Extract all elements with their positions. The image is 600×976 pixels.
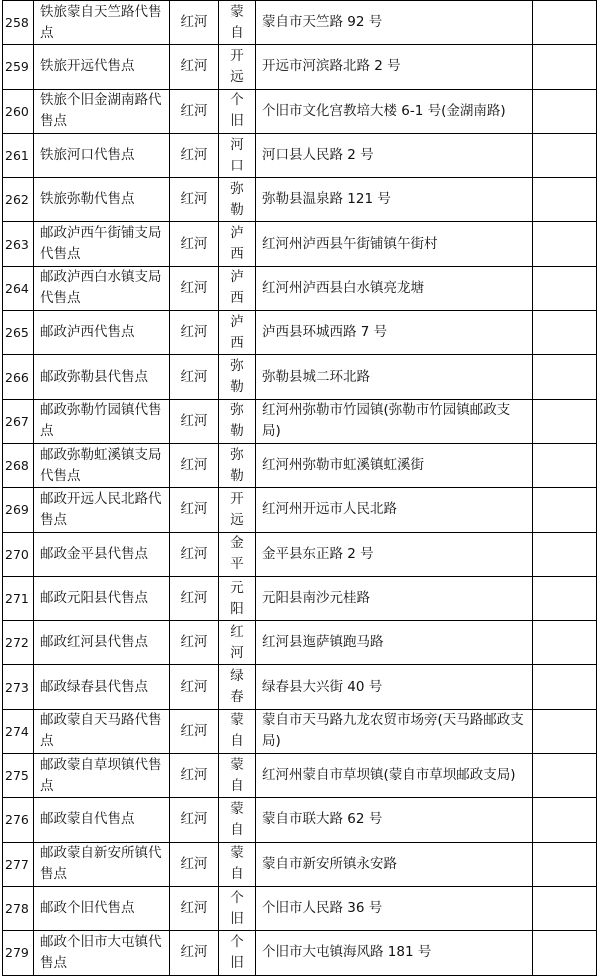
table-body — [3, 1, 597, 976]
city-cell: 红河 — [170, 665, 219, 709]
address-cell: 红河州弥勒市竹园镇(弥勒市竹园镇邮政支局) — [256, 399, 533, 443]
outlet-name: 邮政蒙自代售点 — [34, 798, 170, 842]
outlet-name: 邮政个旧市大屯镇代售点 — [34, 931, 170, 975]
row-number: 277 — [3, 842, 34, 886]
note-cell — [533, 576, 597, 620]
row-number: 262 — [3, 178, 34, 222]
row-number: 263 — [3, 222, 34, 266]
outlet-name: 邮政泸西白水镇支局代售点 — [34, 266, 170, 310]
note-cell — [533, 266, 597, 310]
county-cell: 泸西 — [219, 222, 256, 266]
city-cell: 红河 — [170, 621, 219, 665]
address-cell: 个旧市文化宫教培大楼 6-1 号(金湖南路) — [256, 89, 533, 133]
table-row — [3, 886, 597, 930]
outlet-name: 邮政元阳县代售点 — [34, 576, 170, 620]
outlet-name: 邮政开远人民北路代售点 — [34, 488, 170, 532]
table-row — [3, 311, 597, 355]
address-cell: 红河州弥勒市虹溪镇虹溪街 — [256, 443, 533, 487]
table-row — [3, 89, 597, 133]
county-cell: 个旧 — [219, 89, 256, 133]
city-cell: 红河 — [170, 709, 219, 753]
address-cell: 河口县人民路 2 号 — [256, 133, 533, 177]
note-cell — [533, 532, 597, 576]
note-cell — [533, 222, 597, 266]
city-cell: 红河 — [170, 45, 219, 89]
address-cell: 红河州开远市人民北路 — [256, 488, 533, 532]
outlet-name: 邮政蒙自天马路代售点 — [34, 709, 170, 753]
note-cell — [533, 45, 597, 89]
county-cell: 绿春 — [219, 665, 256, 709]
note-cell — [533, 443, 597, 487]
address-cell: 红河州蒙自市草坝镇(蒙自市草坝邮政支局) — [256, 754, 533, 798]
table-row — [3, 133, 597, 177]
outlet-name: 邮政蒙自新安所镇代售点 — [34, 842, 170, 886]
city-cell: 红河 — [170, 399, 219, 443]
table-row — [3, 931, 597, 975]
note-cell — [533, 842, 597, 886]
outlet-name: 邮政个旧代售点 — [34, 886, 170, 930]
note-cell — [533, 665, 597, 709]
outlet-name: 铁旅弥勒代售点 — [34, 178, 170, 222]
row-number: 274 — [3, 709, 34, 753]
county-cell: 个旧 — [219, 931, 256, 975]
note-cell — [533, 133, 597, 177]
address-cell: 红河县迤萨镇跑马路 — [256, 621, 533, 665]
address-cell: 元阳县南沙元桂路 — [256, 576, 533, 620]
city-cell: 红河 — [170, 178, 219, 222]
city-cell: 红河 — [170, 798, 219, 842]
address-cell: 泸西县环城西路 7 号 — [256, 311, 533, 355]
outlet-name: 铁旅个旧金湖南路代售点 — [34, 89, 170, 133]
county-cell: 弥勒 — [219, 178, 256, 222]
table-row — [3, 266, 597, 310]
city-cell: 红河 — [170, 89, 219, 133]
address-cell: 蒙自市天马路九龙农贸市场旁(天马路邮政支局) — [256, 709, 533, 753]
table-row — [3, 576, 597, 620]
outlet-name: 铁旅蒙自天竺路代售点 — [34, 1, 170, 45]
note-cell — [533, 311, 597, 355]
address-cell: 蒙自市天竺路 92 号 — [256, 1, 533, 45]
county-cell: 蒙自 — [219, 709, 256, 753]
county-cell: 泸西 — [219, 311, 256, 355]
note-cell — [533, 798, 597, 842]
row-number: 276 — [3, 798, 34, 842]
county-cell: 个旧 — [219, 886, 256, 930]
table-row — [3, 222, 597, 266]
address-cell: 个旧市人民路 36 号 — [256, 886, 533, 930]
address-cell: 弥勒县温泉路 121 号 — [256, 178, 533, 222]
outlet-name: 邮政泸西代售点 — [34, 311, 170, 355]
address-cell: 弥勒县城二环北路 — [256, 355, 533, 399]
city-cell: 红河 — [170, 576, 219, 620]
table-row — [3, 355, 597, 399]
outlet-name: 邮政弥勒竹园镇代售点 — [34, 399, 170, 443]
note-cell — [533, 355, 597, 399]
outlet-name: 邮政绿春县代售点 — [34, 665, 170, 709]
outlet-name: 邮政红河县代售点 — [34, 621, 170, 665]
address-cell: 绿春县大兴街 40 号 — [256, 665, 533, 709]
row-number: 273 — [3, 665, 34, 709]
city-cell: 红河 — [170, 1, 219, 45]
county-cell: 弥勒 — [219, 443, 256, 487]
county-cell: 元阳 — [219, 576, 256, 620]
county-cell: 红河 — [219, 621, 256, 665]
row-number: 278 — [3, 886, 34, 930]
table-row — [3, 798, 597, 842]
note-cell — [533, 621, 597, 665]
address-cell: 红河州泸西县午街铺镇午街村 — [256, 222, 533, 266]
row-number: 270 — [3, 532, 34, 576]
table-row — [3, 443, 597, 487]
note-cell — [533, 178, 597, 222]
table-row — [3, 709, 597, 753]
row-number: 265 — [3, 311, 34, 355]
outlet-name: 邮政弥勒虹溪镇支局代售点 — [34, 443, 170, 487]
note-cell — [533, 1, 597, 45]
note-cell — [533, 754, 597, 798]
table-row — [3, 488, 597, 532]
county-cell: 开远 — [219, 45, 256, 89]
table-row — [3, 399, 597, 443]
table-row — [3, 532, 597, 576]
address-cell: 金平县东正路 2 号 — [256, 532, 533, 576]
city-cell: 红河 — [170, 443, 219, 487]
outlet-name: 邮政弥勒县代售点 — [34, 355, 170, 399]
county-cell: 泸西 — [219, 266, 256, 310]
outlet-name: 铁旅开远代售点 — [34, 45, 170, 89]
outlet-name: 邮政蒙自草坝镇代售点 — [34, 754, 170, 798]
table-row — [3, 842, 597, 886]
city-cell: 红河 — [170, 133, 219, 177]
row-number: 260 — [3, 89, 34, 133]
city-cell: 红河 — [170, 222, 219, 266]
ticket-outlet-table — [2, 0, 597, 976]
address-cell: 开远市河滨路北路 2 号 — [256, 45, 533, 89]
county-cell: 弥勒 — [219, 355, 256, 399]
note-cell — [533, 89, 597, 133]
table-row — [3, 621, 597, 665]
county-cell: 河口 — [219, 133, 256, 177]
county-cell: 开远 — [219, 488, 256, 532]
city-cell: 红河 — [170, 532, 219, 576]
row-number: 267 — [3, 399, 34, 443]
address-cell: 蒙自市联大路 62 号 — [256, 798, 533, 842]
row-number: 261 — [3, 133, 34, 177]
table-row — [3, 754, 597, 798]
row-number: 269 — [3, 488, 34, 532]
city-cell: 红河 — [170, 266, 219, 310]
outlet-name: 邮政泸西午街铺支局代售点 — [34, 222, 170, 266]
row-number: 279 — [3, 931, 34, 975]
city-cell: 红河 — [170, 931, 219, 975]
city-cell: 红河 — [170, 886, 219, 930]
row-number: 268 — [3, 443, 34, 487]
note-cell — [533, 399, 597, 443]
row-number: 258 — [3, 1, 34, 45]
address-cell: 蒙自市新安所镇永安路 — [256, 842, 533, 886]
county-cell: 金平 — [219, 532, 256, 576]
row-number: 271 — [3, 576, 34, 620]
note-cell — [533, 886, 597, 930]
table-row — [3, 1, 597, 45]
outlet-name: 铁旅河口代售点 — [34, 133, 170, 177]
city-cell: 红河 — [170, 754, 219, 798]
county-cell: 蒙自 — [219, 842, 256, 886]
row-number: 275 — [3, 754, 34, 798]
note-cell — [533, 488, 597, 532]
address-cell: 个旧市大屯镇海风路 181 号 — [256, 931, 533, 975]
row-number: 259 — [3, 45, 34, 89]
city-cell: 红河 — [170, 355, 219, 399]
county-cell: 蒙自 — [219, 1, 256, 45]
county-cell: 弥勒 — [219, 399, 256, 443]
address-cell: 红河州泸西县白水镇亮龙塘 — [256, 266, 533, 310]
city-cell: 红河 — [170, 311, 219, 355]
row-number: 272 — [3, 621, 34, 665]
table-row — [3, 45, 597, 89]
city-cell: 红河 — [170, 488, 219, 532]
city-cell: 红河 — [170, 842, 219, 886]
note-cell — [533, 931, 597, 975]
table-row — [3, 665, 597, 709]
county-cell: 蒙自 — [219, 754, 256, 798]
outlet-name: 邮政金平县代售点 — [34, 532, 170, 576]
note-cell — [533, 709, 597, 753]
row-number: 264 — [3, 266, 34, 310]
table-row — [3, 178, 597, 222]
row-number: 266 — [3, 355, 34, 399]
county-cell: 蒙自 — [219, 798, 256, 842]
